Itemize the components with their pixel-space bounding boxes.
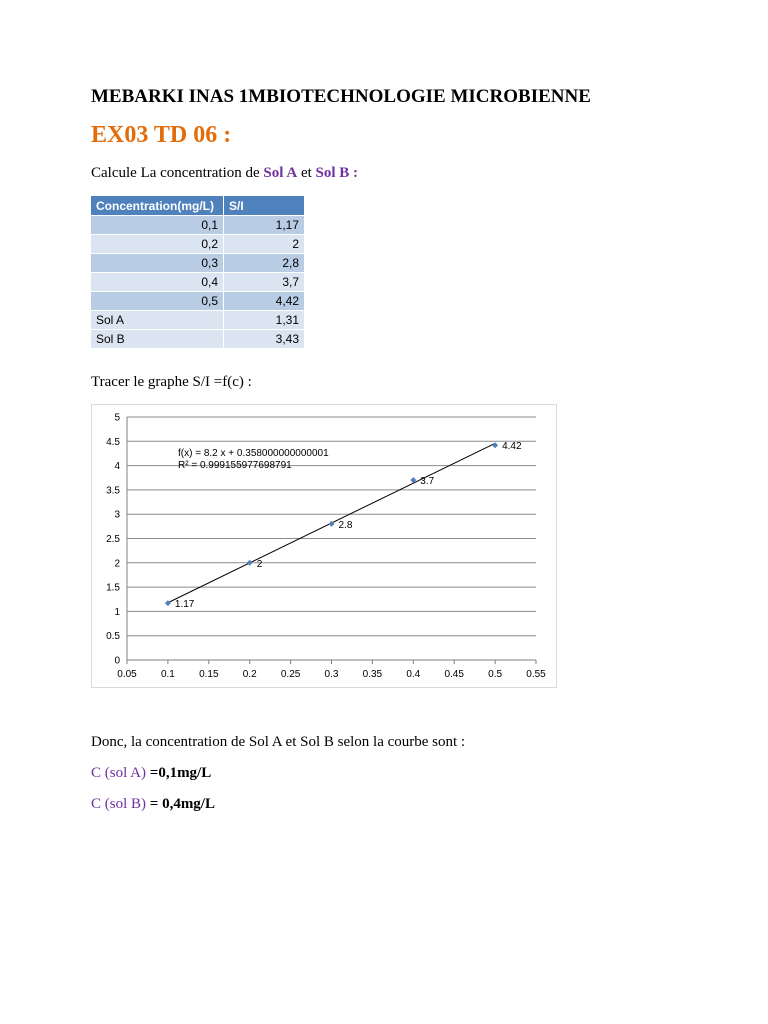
trendline-equation: f(x) = 8.2 x + 0.358000000000001 — [178, 448, 329, 459]
x-tick-label: 0.35 — [362, 669, 383, 680]
trendline-r2: R² = 0.999155977698791 — [178, 460, 292, 471]
table-row-sol-a — [91, 311, 305, 330]
calibration-chart — [92, 405, 556, 687]
y-tick-label: 0.5 — [106, 631, 120, 643]
data-label: 2 — [256, 558, 263, 570]
cell-si: 3,43 — [224, 330, 305, 349]
cell-si: 3,7 — [224, 273, 305, 292]
table-row — [91, 235, 305, 254]
data-point — [247, 560, 253, 566]
result-sol-a-label: C (sol A) — [91, 765, 150, 781]
chart-frame — [91, 404, 557, 688]
y-tick-label: 0 — [114, 655, 120, 667]
cell-concentration: 0,4 — [91, 273, 224, 292]
x-tick-label: 0.55 — [526, 669, 546, 680]
instruction-line — [91, 165, 358, 182]
result-sol-b — [91, 796, 215, 813]
data-point — [165, 600, 171, 606]
result-sol-a-value: =0,1mg/L — [149, 765, 212, 781]
x-tick-label: 0.3 — [324, 669, 339, 680]
graph-instruction: Tracer le graphe S/I =f(c) : — [91, 374, 252, 390]
result-sol-a — [91, 765, 211, 782]
conclusion-text: Donc, la concentration de Sol A et Sol B selon la courbe sont : — [91, 734, 466, 750]
sol-b-ref: Sol B : — [315, 165, 359, 181]
x-tick-label: 0.2 — [242, 669, 257, 680]
x-tick-label: 0.05 — [117, 669, 137, 680]
cell-si: 2 — [224, 235, 305, 254]
cell-solution-name: Sol A — [91, 311, 224, 330]
y-tick-label: 5 — [114, 412, 120, 424]
cell-concentration: 0,1 — [91, 216, 224, 235]
instruction-text: Calcule La concentration de — [91, 165, 264, 181]
cell-si: 4,42 — [224, 292, 305, 311]
table-row — [91, 254, 305, 273]
y-tick-label: 3.5 — [106, 485, 120, 497]
cell-concentration: 0,3 — [91, 254, 224, 273]
calibration-table — [91, 196, 305, 348]
x-tick-label: 0.4 — [406, 669, 421, 680]
y-tick-label: 2 — [114, 558, 120, 570]
column-header-si: S/I — [224, 196, 305, 216]
document-title: MEBARKI INAS 1MBIOTECHNOLOGIE MICROBIENNE — [91, 86, 591, 107]
y-tick-label: 1 — [114, 606, 120, 618]
cell-si: 1,17 — [224, 216, 305, 235]
data-label: 4.42 — [502, 441, 522, 453]
table-row — [91, 273, 305, 292]
sol-a-ref: Sol A — [263, 165, 298, 181]
instruction-connector: et — [297, 165, 316, 181]
y-tick-label: 3 — [114, 509, 120, 521]
table-row-sol-b — [91, 330, 305, 349]
data-label: 1.17 — [174, 599, 195, 611]
table-row — [91, 292, 305, 311]
exercise-title: EX03 TD 06 : — [91, 122, 232, 148]
cell-concentration: 0,5 — [91, 292, 224, 311]
y-tick-label: 4.5 — [106, 436, 120, 448]
cell-si: 2,8 — [224, 254, 305, 273]
table-row — [91, 216, 305, 235]
result-sol-b-value: = 0,4mg/L — [149, 796, 215, 812]
data-point — [492, 442, 498, 448]
cell-si: 1,31 — [224, 311, 305, 330]
column-header-concentration: Concentration(mg/L) — [91, 196, 224, 216]
data-label: 3.7 — [420, 476, 435, 488]
y-tick-label: 4 — [114, 461, 120, 473]
data-label: 2.8 — [338, 519, 353, 531]
x-tick-label: 0.45 — [444, 669, 464, 680]
x-tick-label: 0.1 — [160, 669, 175, 680]
cell-concentration: 0,2 — [91, 235, 224, 254]
y-tick-label: 2.5 — [106, 534, 120, 545]
cell-solution-name: Sol B — [91, 330, 224, 349]
x-tick-label: 0.25 — [280, 669, 301, 680]
y-tick-label: 1.5 — [106, 582, 120, 594]
x-tick-label: 0.5 — [488, 669, 503, 680]
result-sol-b-label: C (sol B) — [91, 796, 150, 812]
x-tick-label: 0.15 — [199, 669, 219, 680]
